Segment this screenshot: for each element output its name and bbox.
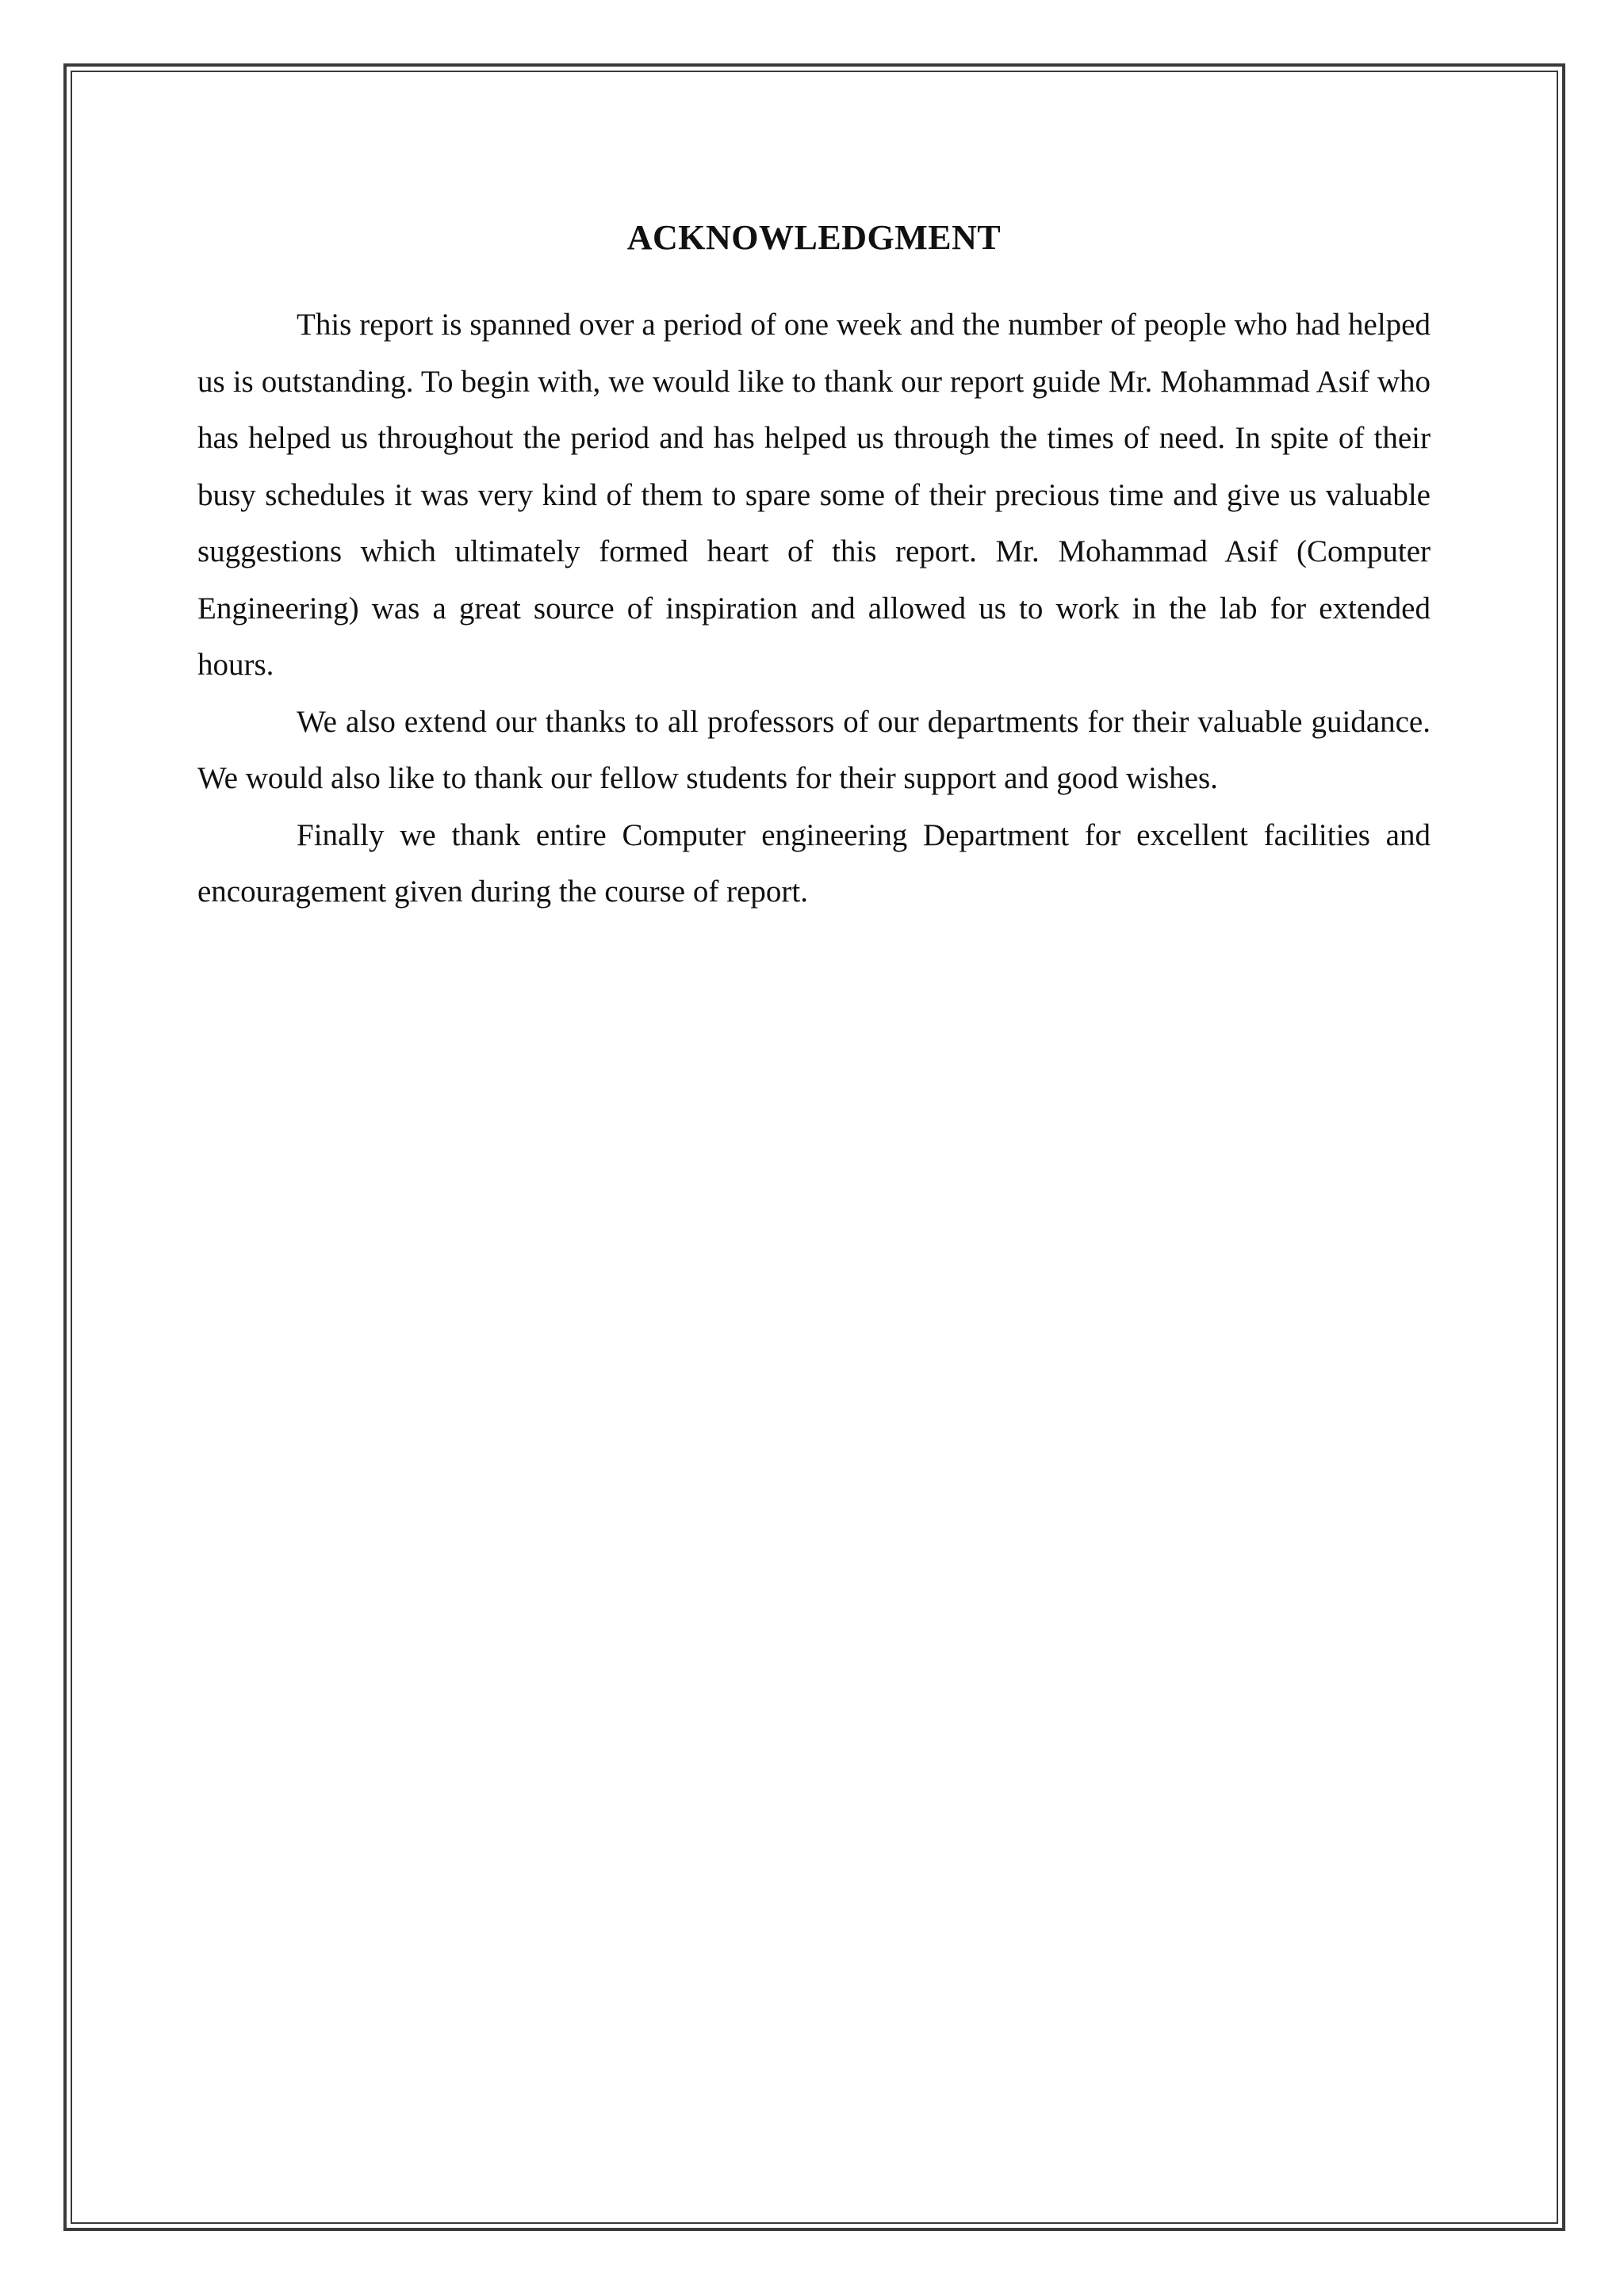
paragraph-2: We also extend our thanks to all professors of our departments for their valuable guidance. We would also like to thank our fellow students for their support and good wishes. <box>197 704 1431 795</box>
paragraph-3: Finally we thank entire Computer engineering Department for excellent facilities and encouragement given during the course of report. <box>197 817 1431 909</box>
document-body <box>197 214 1431 920</box>
page-title: ACKNOWLEDGMENT <box>626 218 1002 257</box>
paragraph-1: This report is spanned over a period of one week and the number of people who had helped us is outstanding. To begin with, we would like to thank our report guide Mr. Mohammad Asif who has helped us throughout the period and has helped us through the times of need. In spite of their busy schedules it was very kind of them to spare some of their precious time and give us valuable suggestions which ultimately formed heart of this report. Mr. Mohammad Asif (Computer Engineering) was a great source of inspiration and allowed us to work in the lab for extended hours. <box>197 308 1431 682</box>
